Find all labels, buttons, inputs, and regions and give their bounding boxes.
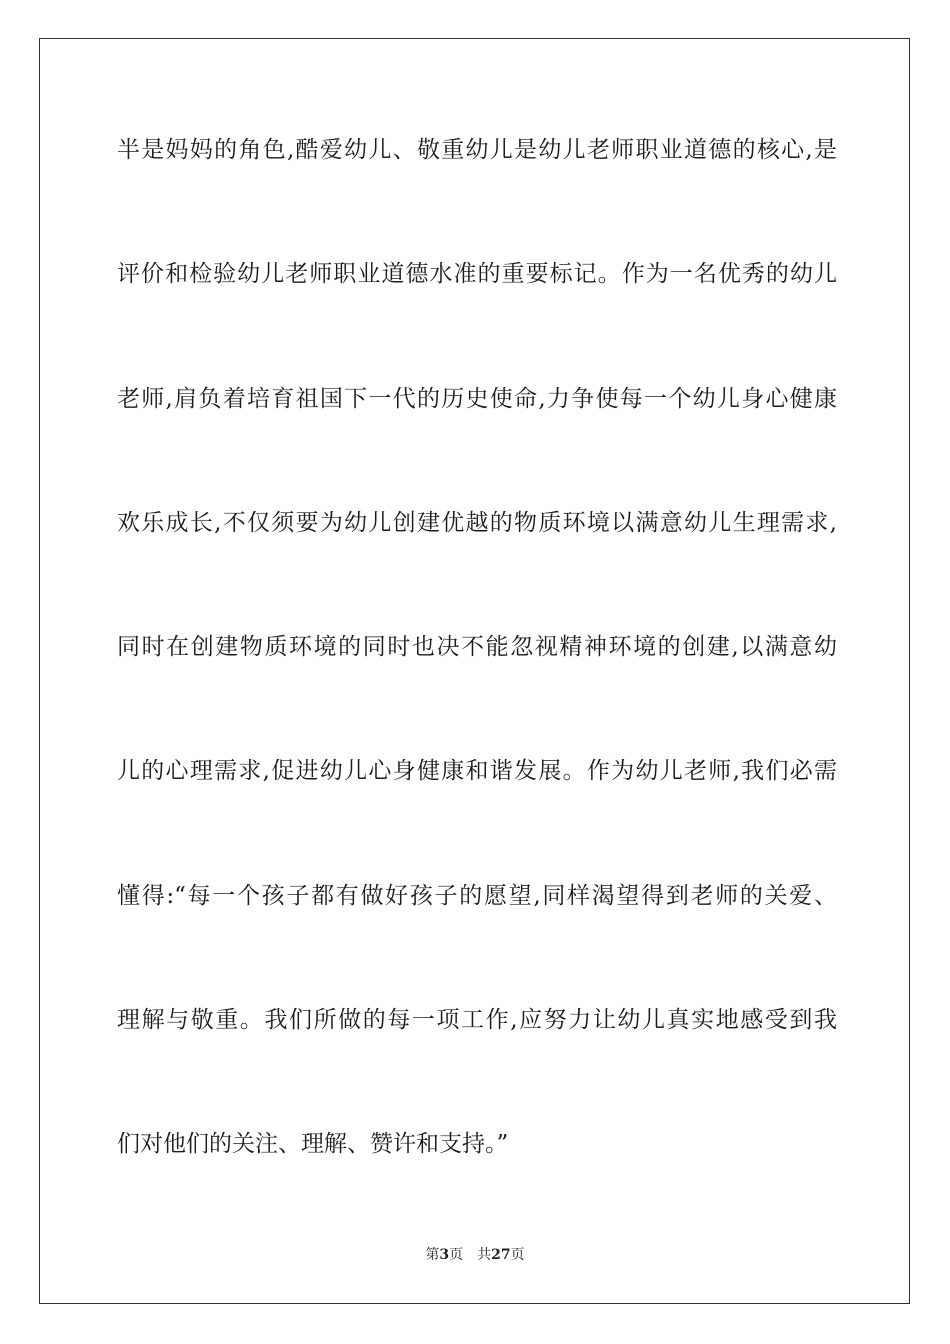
text-line: 同时在创建物质环境的同时也决不能忽视精神环境的创建,以满意幼 [117, 634, 837, 661]
text-line: 懂得:“每一个孩子都有做好孩子的愿望,同样渴望得到老师的关爱、 [117, 882, 837, 909]
page-footer [0, 1245, 950, 1265]
text-line: 半是妈妈的角色,酷爱幼儿、敬重幼儿是幼儿老师职业道德的核心,是 [117, 137, 837, 163]
body-text [117, 126, 837, 1245]
text-line: 理解与敬重。我们所做的每一项工作,应努力让幼儿真实地感受到我 [117, 1007, 837, 1034]
text-line: 儿的心理需求,促进幼儿心身健康和谐发展。作为幼儿老师,我们必需 [117, 758, 837, 785]
page-prefix: 第 [425, 1247, 440, 1263]
total-suffix: 页 [510, 1247, 525, 1263]
text-line: 老师,肩负着培育祖国下一代的历史使命,力争使每一个幼儿身心健康 [117, 385, 837, 412]
text-line: 们对他们的关注、理解、赞许和支持。” [117, 1131, 509, 1158]
page-suffix: 页 [449, 1247, 464, 1263]
total-pages-number: 27 [491, 1247, 511, 1263]
total-prefix: 共 [477, 1247, 492, 1263]
text-line: 欢乐成长,不仅须要为幼儿创建优越的物质环境以满意幼儿生理需求, [117, 509, 837, 536]
text-line: 评价和检验幼儿老师职业道德水准的重要标记。作为一名优秀的幼儿 [117, 261, 837, 288]
current-page-number: 3 [439, 1247, 450, 1263]
